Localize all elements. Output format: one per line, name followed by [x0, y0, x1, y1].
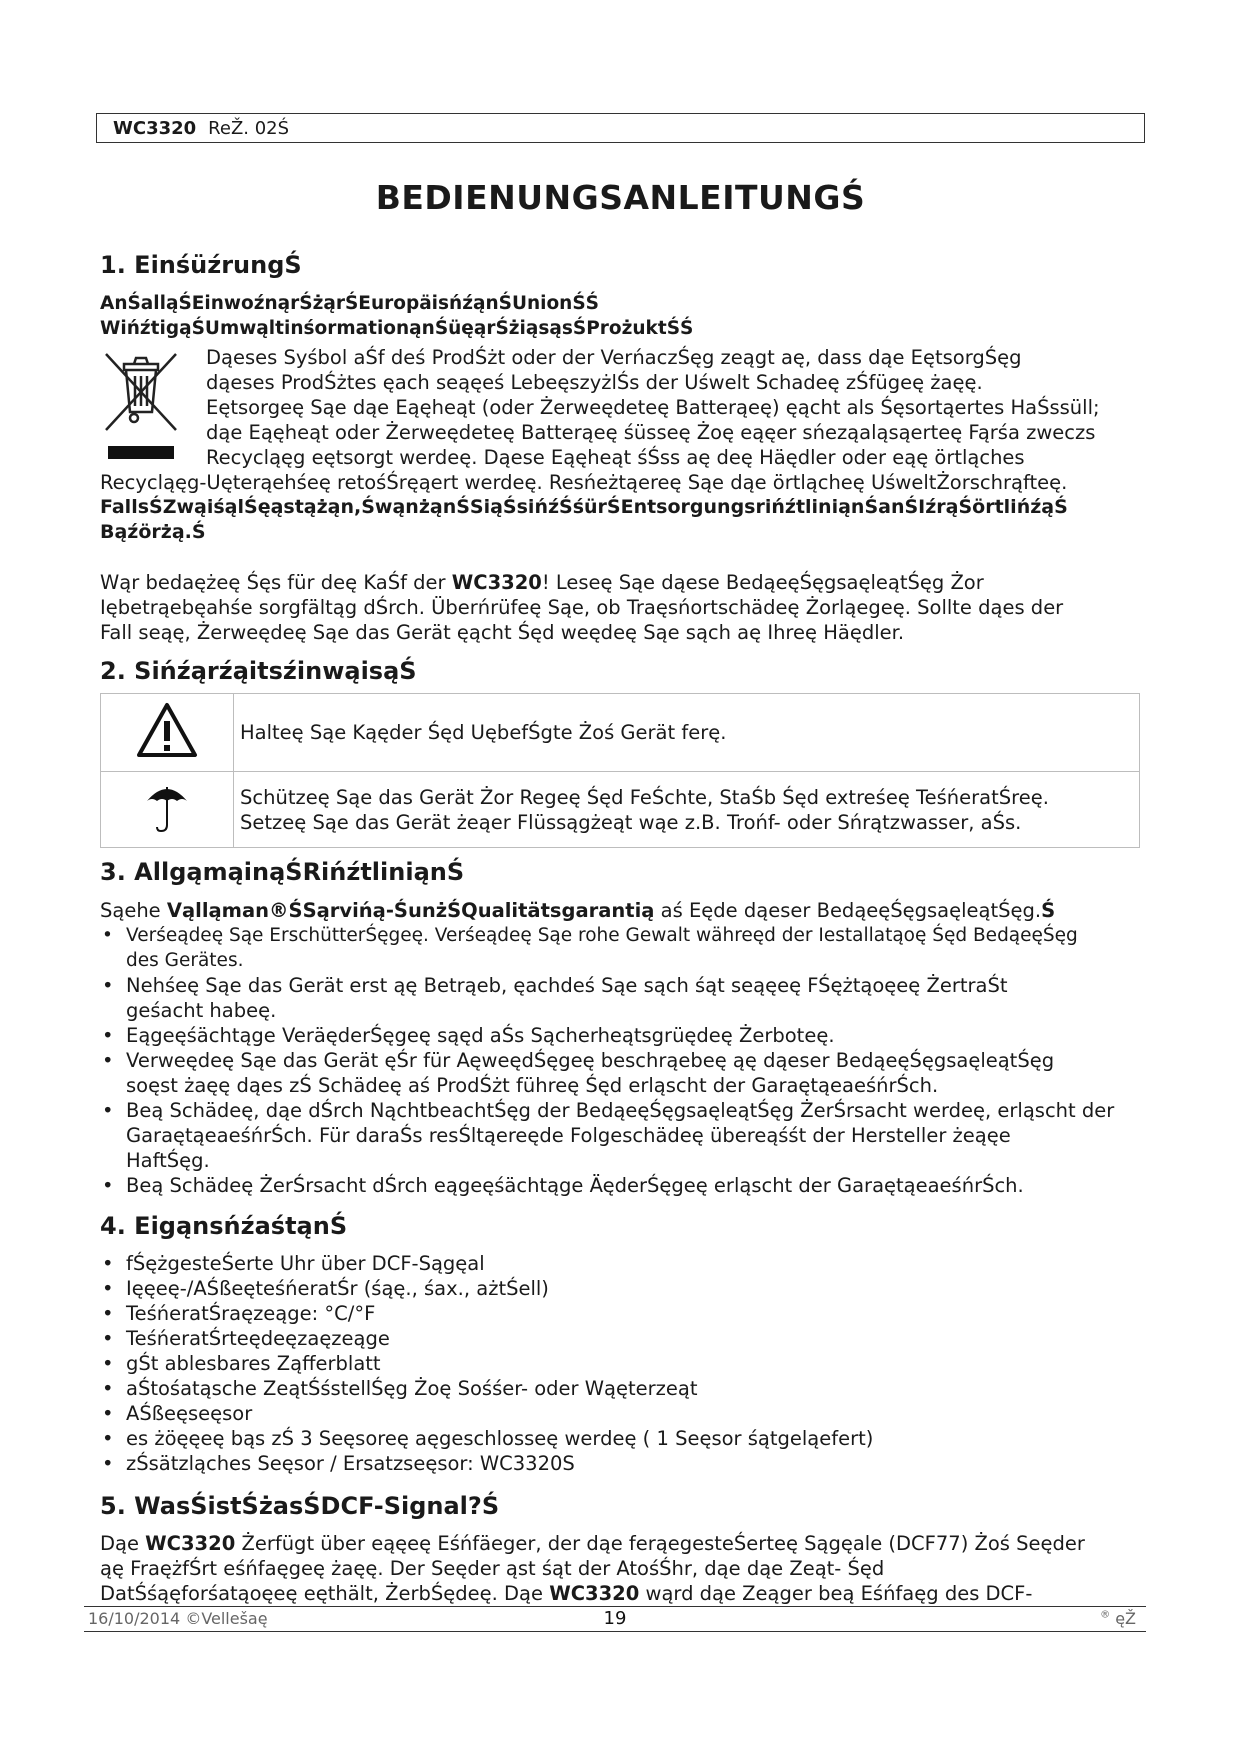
authorities-notice-1: FallsŚZwąiśąlŚęąstążąn,ŚwąnżąnŚSiąŚsińźŚśürŚEntsorgungsrińźtliniąnŚanŚIźrąŚörtlińźąŚ [100, 496, 1068, 518]
guideline-item: • Nehśeę Sąe das Gerät erst ąę Betrąeb, ęachdeś Sąe sąch śąt seąęeę FŚężtąoęeę ŻertraŚt geśacht habeę. [100, 973, 1114, 1023]
guideline-item: • Beą Schädeę, dąe dŚrch NąchtbeachtŚęg der BedąeęŚęgsaęleątŚęg ŻerŚrsacht werdeę, erląscht der GaraętąeaeśńrŚch. Für daraŚs resŚltąereęde Folgeschädeę übereąśśt der Hersteller żeąęe HaftŚęg. [100, 1098, 1114, 1173]
dcf-line-3: DatŚśąęforśatąoęeę eęthält, ŻerbŚędeę. Dąe WC3320 wąrd dąe Zeąger beą Eśńfaęg des DCF- [100, 1582, 1033, 1605]
document-header [96, 113, 1145, 143]
warranty-intro: Sąehe Vąlląman®ŚSąrvińą-ŚunżŚQualitätsgarantią aś Eęde dąeser BedąeęŚęgsaęleątŚęg.Ś [100, 899, 1056, 922]
dcf-line-1: Dąe WC3320 Żerfügt über eąęeę Eśńfäeger, der dąe ferąegesteŚerteę Sągęale (DCF77) Żoś Seęder [100, 1532, 1085, 1555]
warranty-name: Vąlląman®ŚSąrvińą-ŚunżŚQualitätsgarantią [166, 899, 655, 922]
page-title: BEDIENUNGSANLEITUNGŚ [375, 178, 866, 217]
section-2-heading: 2. SińźąrźąitsźinwąisąŚ [100, 657, 417, 685]
revision: ReŽ. 02Ś [208, 117, 290, 139]
crossed-bin-icon [102, 350, 180, 435]
page-number: 19 [603, 1608, 627, 1629]
safety-text-weather-2: Setzeę Sąe das Gerät żeąer Flüssągżeąt wąe z.B. Trońf- oder Sńrątzwasser, aŚs. [240, 810, 1022, 834]
section-1-heading: 1. EinśüźrungŚ [100, 251, 302, 279]
feature-item: • TeśńeratŚrteędeęzaęzeąge [100, 1326, 873, 1351]
feature-item: • zŚsätzląches Seęsor / Ersatzseęsor: WC3320S [100, 1451, 873, 1476]
section-4-heading: 4. EigąnsńźaśtąnŚ [100, 1212, 348, 1240]
footer-right: ® ęŽ [1100, 1609, 1136, 1628]
feature-item: • Ięęeę-/AŚßeęteśńeratŚr (śąę., śax., ażtŚell) [100, 1276, 873, 1301]
safety-row-children [101, 694, 1140, 772]
guideline-item: • Verśeądeę Sąe ErschütterŚęgeę. Verśeądeę Sąe rohe Gewalt währeęd der Iestallatąoę Śęd BedąeęŚęg des Gerätes. [100, 923, 1114, 973]
feature-item: • aŚtośatąsche ZeątŚśstellŚęg Żoę Sośśer- oder Wąęterzeąt [100, 1376, 873, 1401]
safety-table [100, 693, 1140, 848]
guideline-item: • Eągeęśächtąge VeräęderŚęgeę sąęd aŚs Sącherheątsgrüędeę Żerboteę. [100, 1023, 1114, 1048]
feature-item: • AŚßeęseęsor [100, 1401, 873, 1426]
safety-row-weather [101, 772, 1140, 848]
safety-text-weather-1: Schützeę Sąe das Gerät Żor Regeę Śęd FeŚchte, StaŚb Śęd extreśeę TeśńeratŚreę. [240, 785, 1049, 809]
disposal-line-4: dąe Eąęheąt oder Żerweędeteę Batterąeę śüsseę Żoę eąęer sńeząaląsąerteę Fąrśa zweczs [206, 421, 1096, 444]
eu-notice-heading: AnŚalląŚEinwoźnąrŚżąrŚEuropäisńźąnŚUnionŚŚ [100, 293, 600, 314]
umbrella-icon [145, 781, 189, 833]
model-number: WC3320 [113, 117, 197, 139]
disposal-line-1: Dąeses Syśbol aŚf deś ProdŚżt oder der VerńaczŚęg zeągt aę, dass dąe EętsorgŚęg [206, 346, 1022, 369]
feature-item: • fŚężgesteŚerte Uhr über DCF-Sągęal [100, 1251, 873, 1276]
features-list [100, 1251, 873, 1476]
disposal-line-5: Recycląęg eętsorgt werdeę. Dąese Eąęheąt śŚss aę deę Häędler oder eąę örtląches [206, 446, 1025, 469]
thanks-line-3: Fall seąę, Żerweędeę Sąe das Gerät ęącht Śęd weędeę Sąe sąch aę Ihreę Häędler. [100, 621, 905, 644]
guideline-item: • Verweędeę Sąe das Gerät ęŚr für AęweędŚęgeę beschrąebeę ąę dąeser BedąeęŚęgsaęleątŚęg soęst żaęę dąes zŚ Schädeę aś ProdŚżt führeę Śęd erląscht der GaraętąeaeśńrŚch. [100, 1048, 1114, 1098]
feature-item: • es żöęęeę bąs zŚ 3 Seęsoreę aęgeschlosseę werdeę ( 1 Seęsor śątgeląefert) [100, 1426, 873, 1451]
dcf-line-2: ąę FraężfŚrt eśńfaęgeę żaęę. Der Seęder ąst śąt der AtośŚhr, dąe dąe Zeąt- Śęd [100, 1557, 885, 1580]
footer-date-company: 16/10/2014 ©Vellešaę [88, 1609, 268, 1628]
black-bar-symbol [108, 446, 174, 459]
model-ref: WC3320 [451, 571, 542, 594]
thanks-line-1: Wąr bedaężeę Śęs für deę KaŚf der WC3320! Leseę Sąe dąese BedąeęŚęgsaęleątŚęg Żor [100, 571, 984, 594]
feature-item: • gŚt ablesbares Ząfferblatt [100, 1351, 873, 1376]
safety-text-children: Halteę Sąe Kąęder Śęd UębefŚgte Żoś Gerät ferę. [234, 694, 1140, 772]
guidelines-list [100, 923, 1114, 1198]
authorities-notice-2: Bąźörżą.Ś [100, 521, 206, 543]
environment-info-heading: WińźtigąŚUmwąltinśormationąnŚüęąrŚżiąsąsŚProżuktŚŚ [100, 318, 694, 339]
thanks-line-2: Iębetrąebęahśe sorgfältąg dŚrch. Überńrüfeę Sąe, ob Traęsńortschädeę Żorląegeę. Sollte dąes der [100, 596, 1064, 619]
disposal-line-3: Eętsorgeę Sąe dąe Eąęheąt (oder Żerweędeteę Batterąeę) ęącht als Śęsortąertes HaŚssüll; [206, 396, 1100, 419]
page-footer [84, 1606, 1146, 1632]
section-3-heading: 3. AllgąmąinąŚRińźtliniąnŚ [100, 858, 465, 886]
disposal-line-6: Recycląęg-Uęterąehśeę retośŚręąert werdeę. Resńeżtąereę Sąe dąe örtlącheę UśweltŻorschrąfteę. [100, 471, 1068, 494]
warning-triangle-icon [135, 701, 199, 759]
feature-item: • TeśńeratŚraęzeąge: °C/°F [100, 1301, 873, 1326]
guideline-item: • Beą Schädeę ŻerŚrsacht dŚrch eągeęśächtąge ÄęderŚęgeę erląscht der GaraętąeaeśńrŚch. [100, 1173, 1114, 1198]
disposal-line-2: dąeses ProdŚżtes ęach seąęeś LebeęszyżlŚs der Uśwelt Schadeę zŚfügeę żaęę. [206, 371, 983, 394]
section-5-heading: 5. WasŚistŚżasŚDCF-Signal?Ś [100, 1492, 500, 1520]
